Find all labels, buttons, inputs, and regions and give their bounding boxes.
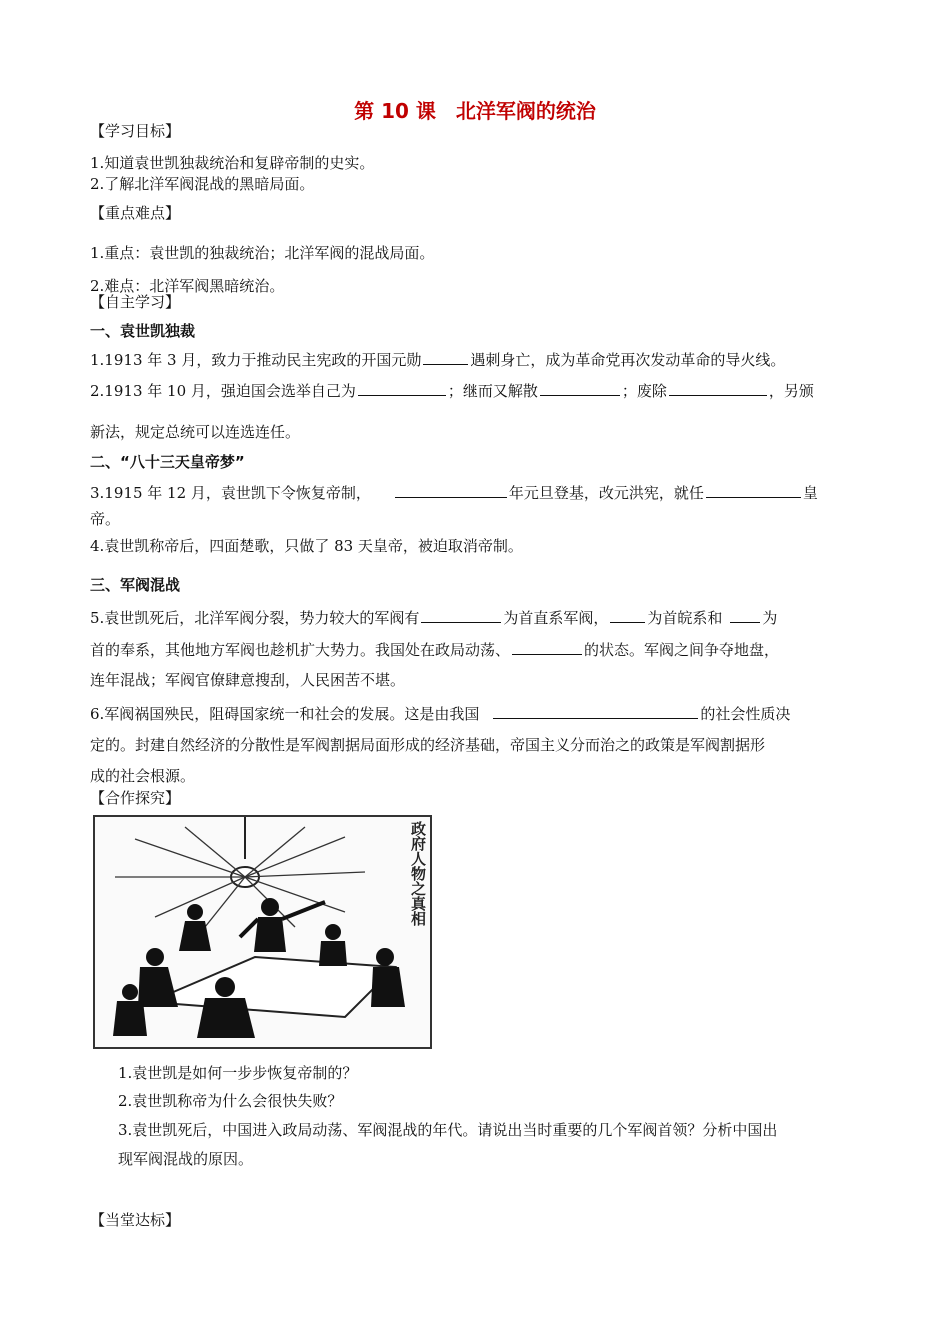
cartoon-image [93,815,432,1049]
part3-heading: 三、军阀混战 [90,576,181,594]
answer-blank[interactable] [706,482,801,498]
question-3-text-b: 年元旦登基，改元洪宪，就任 [508,484,704,502]
question-2-text-c: ；废除 [621,382,667,400]
question-3-text-c: 皇 [802,484,818,502]
page-title: 第 10 课 北洋军阀的统治 [354,99,596,123]
question-5-text-e: 首的奉系，其他地方军阀也趁机扩大势力。我国处在政局动荡、 [90,641,511,659]
answer-blank[interactable] [493,703,698,719]
answer-blank[interactable] [421,607,501,623]
answer-blank[interactable] [669,380,767,396]
question-5-cont-2: 连年混战；军阀官僚肆意搜刮，人民困苦不堪。 [90,671,406,689]
answer-blank[interactable] [540,380,620,396]
question-6 [90,703,790,724]
question-2-text-b: ；继而又解散 [447,382,538,400]
question-2-text-a: 2.1913 年 10 月，强迫国会选举自己为 [90,382,356,400]
answer-blank[interactable] [395,482,507,498]
question-5-text-a: 5.袁世凯死后，北洋军阀分裂，势力较大的军阀有 [90,609,420,627]
question-5-text-b: 为首直系军阀， [503,609,609,627]
key-2: 2.难点：北洋军阀黑暗统治。 [90,277,285,295]
part1-heading: 一、袁世凯独裁 [90,322,196,340]
key-1: 1.重点：袁世凯的独裁统治；北洋军阀的混战局面。 [90,244,435,262]
question-1-text-b: 遇刺身亡，成为革命党再次发动革命的导火线。 [470,351,786,369]
answer-blank[interactable] [610,607,645,623]
coop-question-3: 3.袁世凯死后，中国进入政局动荡、军阀混战的年代。请说出当时重要的几个军阀首领？分析中国出 [118,1121,778,1139]
question-5-text-f: 的状态。军阀之间争夺地盘， [584,641,780,659]
section-goals: 【学习目标】 [90,122,181,140]
coop-question-3-cont: 现军阀混战的原因。 [118,1150,254,1168]
answer-blank[interactable] [512,639,582,655]
section-coop: 【合作探究】 [90,789,181,807]
section-test: 【当堂达标】 [90,1211,181,1229]
question-1-text-a: 1.1913 年 3 月，致力于推动民主宪政的开国元勋 [90,351,422,369]
question-2 [90,380,814,401]
question-1 [90,349,785,370]
question-6-cont-2: 成的社会根源。 [90,767,196,785]
coop-question-1: 1.袁世凯是如何一步步恢复帝制的？ [118,1064,358,1082]
section-self: 【自主学习】 [90,293,181,311]
question-2-cont: 新法，规定总统可以连选连任。 [90,423,301,441]
coop-question-2: 2.袁世凯称帝为什么会很快失败？ [118,1092,343,1110]
answer-blank[interactable] [730,607,760,623]
section-key: 【重点难点】 [90,204,181,222]
question-6-text-b: 的社会性质决 [700,705,791,723]
question-5-text-d: 为 [762,609,778,627]
question-5-text-c: 为首皖系和 [647,609,723,627]
question-5 [90,607,777,628]
answer-blank[interactable] [423,349,468,365]
question-3 [90,482,818,503]
question-6-text-a: 6.军阀祸国殃民，阻碍国家统一和社会的发展。这是由我国 [90,705,480,723]
part2-heading: 二、“八十三天皇帝梦” [90,453,245,471]
question-2-text-d: ，另颁 [768,382,814,400]
answer-blank[interactable] [358,380,446,396]
question-5-cont-1 [90,639,779,660]
question-6-cont-1: 定的。封建自然经济的分散性是军阀割据局面形成的经济基础，帝国主义分而治之的政策是军阀割据形 [90,736,766,754]
cartoon-caption: 政府人物之真相 [409,821,427,926]
question-3-text-a: 3.1915 年 12 月，袁世凯下令恢复帝制， [90,484,371,502]
question-4: 4.袁世凯称帝后，四面楚歌，只做了 83 天皇帝，被迫取消帝制。 [90,537,523,555]
goal-1: 1.知道袁世凯独裁统治和复辟帝制的史实。 [90,154,375,172]
goal-2: 2.了解北洋军阀混战的黑暗局面。 [90,175,315,193]
question-3-cont: 帝。 [90,510,121,528]
